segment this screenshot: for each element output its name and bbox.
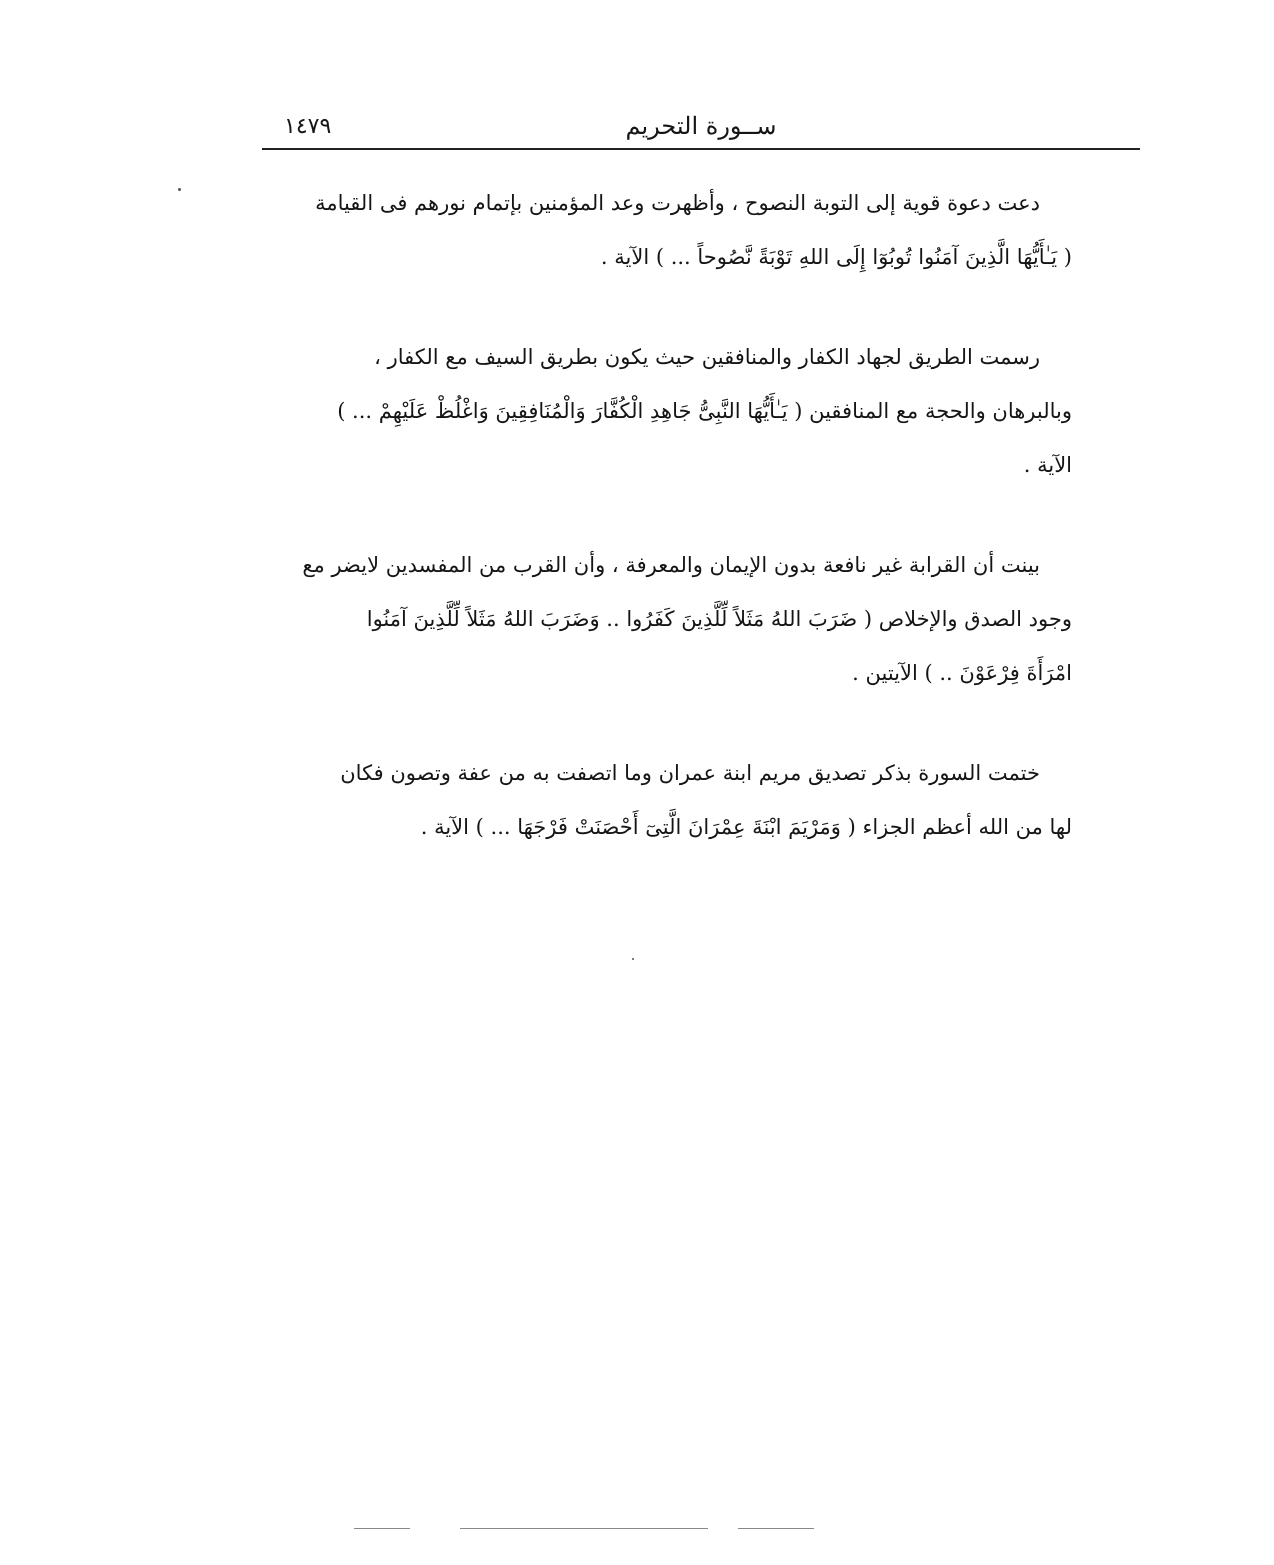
quran-verse-line: وجود الصدق والإخلاص ( ضَرَبَ اللهُ مَثَلاً لِّلَّذِينَ كَفَرُوا .. وَضَرَبَ اللهُ مَثَلاً لِّلَّذِينَ آمَنُوا [366, 607, 1072, 631]
header-rule [262, 148, 1140, 150]
body-text [266, 176, 1072, 900]
text-line: بينت أن القرابة غير نافعة بدون الإيمان والمعرفة ، وأن القرب من المفسدين لايضر مع [302, 553, 1040, 577]
scan-speck [632, 958, 634, 960]
text-line: رسمت الطريق لجهاد الكفار والمنافقين حيث يكون بطريق السيف مع الكفار ، [374, 345, 1040, 369]
quran-verse-line: لها من الله أعظم الجزاء ( وَمَرْيَمَ ابْنَةَ عِمْرَانَ الَّتِىٓ أَحْصَنَتْ فَرْجَهَا ... ) الآية . [420, 815, 1072, 839]
scan-speck [178, 188, 181, 191]
running-title: ســورة التحريم [625, 112, 777, 140]
footer-rule [738, 1528, 814, 1529]
text-line: الآية . [1023, 453, 1072, 477]
paragraph-2 [266, 330, 1072, 492]
page-number: ١٤٧٩ [284, 114, 332, 139]
paragraph-1 [266, 176, 1072, 284]
footer-rule [460, 1528, 708, 1529]
paragraph-4 [266, 746, 1072, 854]
quran-verse-line: امْرَأَةَ فِرْعَوْنَ .. ) الآيتين . [852, 661, 1072, 685]
text-line: ختمت السورة بذكر تصديق مريم ابنة عمران وما اتصفت به من عفة وتصون فكان [340, 761, 1040, 785]
footer-rule [354, 1528, 410, 1529]
quran-verse-line: ( يَـٰأَيُّهَا الَّذِينَ آمَنُوا تُوبُوٓا إِلَى اللهِ تَوْبَةً نَّصُوحاً ... ) الآية . [600, 245, 1072, 269]
text-line: دعت دعوة قوية إلى التوبة النصوح ، وأظهرت وعد المؤمنين بإتمام نورهم فى القيامة [315, 191, 1040, 215]
page-header [262, 108, 1140, 148]
paragraph-3 [266, 538, 1072, 700]
quran-verse-line: وبالبرهان والحجة مع المنافقين ( يَـٰأَيُّهَا النَّبِىُّ جَاهِدِ الْكُفَّارَ وَالْمُنَافِقِينَ وَاغْلُظْ عَلَيْهِمْ ... ) [337, 399, 1072, 423]
